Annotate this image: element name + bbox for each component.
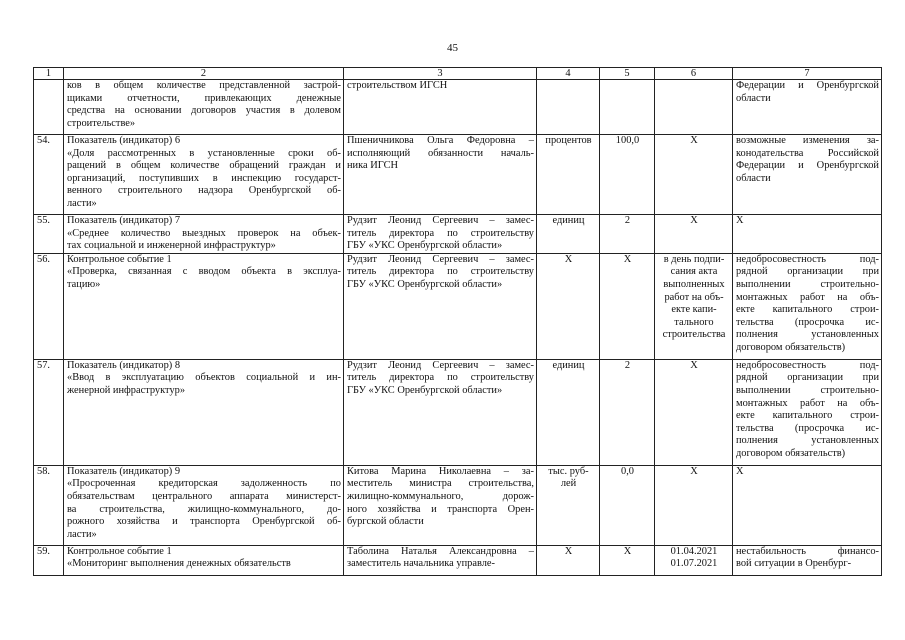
- cell-line: выполнении строительно-: [736, 384, 879, 396]
- cell-line: договором обязательств): [736, 341, 846, 353]
- cell-line: тацию»: [67, 278, 101, 290]
- table-cell: [733, 359, 882, 465]
- cell-line: строительством ИГСН: [347, 80, 448, 91]
- table-cell: [655, 465, 733, 545]
- table-cell: [344, 359, 537, 465]
- table-cell: [344, 215, 537, 254]
- header-cell: 3: [344, 68, 537, 80]
- table-cell: 59.: [34, 545, 64, 575]
- cell-line: обязательствам центрального аппарата министерст-: [67, 490, 341, 502]
- cell-line: исполняющий обязанности началь-: [347, 147, 534, 159]
- cell-line: 01.07.2021: [670, 558, 718, 570]
- cell-line: Показатель (индикатор) 9: [67, 465, 181, 477]
- cell-line: процентов: [545, 135, 592, 146]
- cell-line: Показатель (индикатор) 8: [67, 359, 181, 371]
- cell-line: конодательства Российской: [736, 147, 879, 159]
- table-cell: [655, 135, 733, 215]
- cell-line: Х: [623, 545, 632, 557]
- cell-line: выполненных: [663, 278, 725, 290]
- cell-line: ГБУ «УКС Оренбургской области»: [347, 240, 503, 252]
- table-cell: [600, 465, 655, 545]
- cell-line: ГБУ «УКС Оренбургской области»: [347, 384, 503, 396]
- cell-line: ласти»: [67, 197, 97, 209]
- cell-line: екте капи-: [671, 304, 717, 316]
- table-cell: [537, 545, 600, 575]
- cell-line: Х: [564, 253, 573, 265]
- cell-line: рожного хозяйства и транспорта Оренбургской об-: [67, 516, 341, 528]
- table-cell: [655, 359, 733, 465]
- cell-line: титель директора по строительству: [347, 372, 534, 384]
- cell-line: Показатель (индикатор) 6: [67, 135, 181, 146]
- cell-line: 100,0: [615, 135, 640, 146]
- table-cell: [537, 359, 600, 465]
- cell-line: сания акта: [670, 266, 718, 278]
- table-cell: [34, 80, 64, 135]
- cell-line: тельства (просрочка ис-: [736, 422, 879, 434]
- table-cell: [655, 80, 733, 135]
- table-cell: [64, 253, 344, 359]
- table-cell: [655, 215, 733, 254]
- table-row: [34, 545, 882, 575]
- cell-line: «Ввод в эксплуатацию объектов социальной и ин-: [67, 372, 341, 384]
- cell-line: единиц: [552, 215, 585, 226]
- table-cell: 57.: [34, 359, 64, 465]
- table-row: [34, 80, 882, 135]
- header-cell: 1: [34, 68, 64, 80]
- cell-line: в день подпи-: [663, 253, 725, 265]
- table-cell: [733, 80, 882, 135]
- table-cell: [64, 80, 344, 135]
- table-cell: [64, 465, 344, 545]
- table-row: [34, 465, 882, 545]
- cell-line: нестабильность финансо-: [736, 545, 879, 557]
- header-cell: 4: [537, 68, 600, 80]
- cell-line: Х: [690, 215, 698, 226]
- cell-line: недобросовестность под-: [736, 359, 879, 371]
- cell-line: 01.04.2021: [670, 545, 718, 557]
- table-cell: [64, 135, 344, 215]
- cell-line: Китова Марина Николаевна – за-: [347, 465, 534, 477]
- table-cell: [600, 215, 655, 254]
- table-cell: [537, 215, 600, 254]
- cell-line: работ на объ-: [664, 291, 724, 303]
- cell-line: договором обязательств): [736, 447, 846, 459]
- table-cell: [733, 135, 882, 215]
- table-row: [34, 253, 882, 359]
- cell-line: венного строительного надзора Оренбургской об-: [67, 185, 341, 197]
- cell-line: 0,0: [621, 465, 634, 477]
- document-table: [33, 67, 882, 576]
- cell-line: Федерации и Оренбургской: [736, 160, 879, 172]
- cell-line: монтажных работ на объ-: [736, 397, 879, 409]
- cell-line: организаций, поступивших в инспекцию государст-: [67, 172, 341, 184]
- table-row: [34, 215, 882, 254]
- table-cell: 56.: [34, 253, 64, 359]
- cell-line: Рудзит Леонид Сергеевич – замес-: [347, 359, 534, 371]
- table-cell: 58.: [34, 465, 64, 545]
- table-cell: 55.: [34, 215, 64, 254]
- table-cell: [344, 545, 537, 575]
- cell-line: ГБУ «УКС Оренбургской области»: [347, 278, 503, 290]
- table-cell: [655, 253, 733, 359]
- cell-line: рядной организации при: [736, 266, 879, 278]
- table-cell: [600, 135, 655, 215]
- page-number: 45: [447, 42, 458, 54]
- table-cell: [600, 545, 655, 575]
- table-cell: [64, 359, 344, 465]
- cell-line: лей: [560, 478, 577, 490]
- table-row: [34, 135, 882, 215]
- header-cell: 7: [733, 68, 882, 80]
- cell-line: жилищно-коммунального, дорож-: [347, 490, 534, 502]
- cell-line: Х: [623, 253, 632, 265]
- cell-line: выполнении строительно-: [736, 278, 879, 290]
- table-cell: [537, 80, 600, 135]
- table-cell: [344, 465, 537, 545]
- header-cell: 2: [64, 68, 344, 80]
- cell-line: полнения установленных: [736, 329, 879, 341]
- cell-line: ва строительства, жилищно-коммунального, до-: [67, 503, 341, 515]
- table-cell: [600, 253, 655, 359]
- header-cell: 5: [600, 68, 655, 80]
- cell-line: строительства: [662, 329, 726, 341]
- cell-line: Рудзит Леонид Сергеевич – замес-: [347, 215, 534, 226]
- cell-line: Х: [736, 465, 744, 477]
- cell-line: вой ситуации в Оренбург-: [736, 558, 852, 570]
- cell-line: Федерации и Оренбургской: [736, 80, 879, 91]
- table-cell: [64, 215, 344, 254]
- cell-line: области: [736, 172, 771, 184]
- cell-line: бургской области: [347, 516, 424, 528]
- table-cell: [733, 545, 882, 575]
- table-header-row: [34, 68, 882, 80]
- table-cell: [733, 253, 882, 359]
- cell-line: тального: [674, 316, 714, 328]
- cell-line: ласти»: [67, 528, 97, 540]
- cell-line: титель директора по строительству: [347, 266, 534, 278]
- cell-line: области: [736, 92, 771, 104]
- cell-line: Таболина Наталья Александровна –: [347, 545, 534, 557]
- cell-line: полнения установленных: [736, 435, 879, 447]
- table-cell: [733, 215, 882, 254]
- table-cell: [344, 135, 537, 215]
- cell-line: Контрольное событие 1: [67, 253, 172, 265]
- cell-line: Рудзит Леонид Сергеевич – замес-: [347, 253, 534, 265]
- table-cell: [537, 253, 600, 359]
- cell-line: женерной инфраструктур»: [67, 384, 186, 396]
- cell-line: монтажных работ на объ-: [736, 291, 879, 303]
- cell-line: тыс. руб-: [548, 465, 589, 477]
- cell-line: ращений в общем количестве обращений граждан и: [67, 160, 341, 172]
- cell-line: Х: [690, 135, 698, 146]
- table-cell: [655, 545, 733, 575]
- cell-line: «Среднее количество выездных проверок на объек-: [67, 227, 341, 239]
- table-cell: [344, 253, 537, 359]
- table-cell: [64, 545, 344, 575]
- cell-line: щиками отчетности, привлекающих денежные: [67, 92, 341, 104]
- cell-line: тах социальной и инженерной инфраструктур»: [67, 240, 276, 252]
- table-cell: [600, 359, 655, 465]
- cell-line: средства на основании договоров участия в долевом: [67, 105, 341, 117]
- table-cell: 54.: [34, 135, 64, 215]
- cell-line: титель директора по строительству: [347, 227, 534, 239]
- cell-line: строительстве»: [67, 117, 136, 129]
- cell-line: 2: [624, 215, 631, 226]
- table-cell: [344, 80, 537, 135]
- table-row: [34, 359, 882, 465]
- cell-line: рядной организации при: [736, 372, 879, 384]
- cell-line: ника ИГСН: [347, 160, 399, 172]
- table-cell: [600, 80, 655, 135]
- table-cell: [537, 465, 600, 545]
- cell-line: ного хозяйства и транспорта Орен-: [347, 503, 534, 515]
- cell-line: екте капитального строи-: [736, 304, 879, 316]
- cell-line: ков в общем количестве представленной застрой-: [67, 80, 341, 91]
- cell-line: заместитель начальника управле-: [347, 558, 495, 570]
- cell-line: недобросовестность под-: [736, 253, 879, 265]
- cell-line: Контрольное событие 1: [67, 545, 172, 557]
- cell-line: екте капитального строи-: [736, 410, 879, 422]
- cell-line: возможные изменения за-: [736, 135, 879, 146]
- cell-line: Х: [564, 545, 573, 557]
- cell-line: Х: [690, 359, 698, 371]
- cell-line: Х: [690, 465, 698, 477]
- cell-line: меститель министра строительства,: [347, 478, 534, 490]
- cell-line: единиц: [552, 359, 585, 371]
- header-cell: 6: [655, 68, 733, 80]
- cell-line: Показатель (индикатор) 7: [67, 215, 181, 226]
- table-cell: [537, 135, 600, 215]
- cell-line: «Проверка, связанная с вводом объекта в эксплуа-: [67, 266, 341, 278]
- cell-line: «Просроченная кредиторская задолженность по: [67, 478, 341, 490]
- cell-line: Пшеничникова Ольга Федоровна –: [347, 135, 534, 146]
- cell-line: «Доля рассмотренных в установленные сроки об-: [67, 147, 341, 159]
- cell-line: 2: [624, 359, 631, 371]
- table-cell: [733, 465, 882, 545]
- cell-line: «Мониторинг выполнения денежных обязательств: [67, 558, 291, 570]
- cell-line: тельства (просрочка ис-: [736, 316, 879, 328]
- cell-line: Х: [736, 215, 744, 226]
